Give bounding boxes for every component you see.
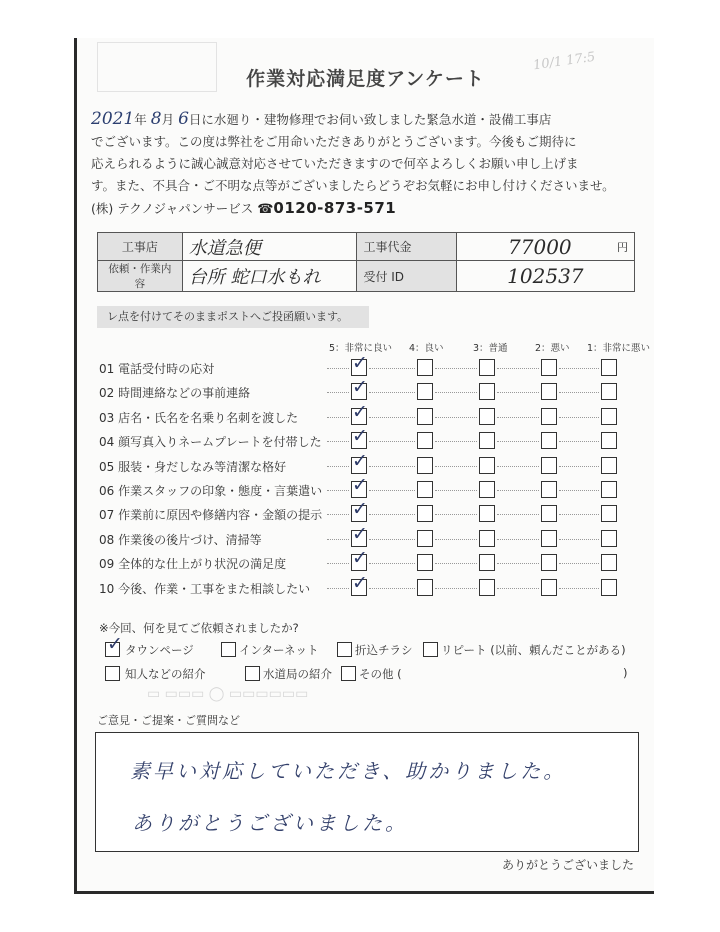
dotted-leader [369, 466, 415, 467]
price-unit: 円 [617, 240, 628, 254]
rating-checkbox-1[interactable] [601, 432, 617, 449]
rating-checkbox-4[interactable] [417, 432, 433, 449]
dotted-leader [435, 514, 477, 515]
dotted-leader [327, 368, 349, 369]
question-label: 07 作業前に原因や修繕内容・金額の提示 [99, 508, 323, 523]
referral-water-bureau-label: 水道局の紹介 [263, 667, 332, 681]
dotted-leader [435, 466, 477, 467]
dotted-leader [497, 441, 539, 442]
rating-checkbox-2[interactable] [541, 432, 557, 449]
rating-checkbox-3[interactable] [479, 408, 495, 425]
rating-checkbox-5[interactable] [351, 425, 368, 449]
dotted-leader [327, 514, 349, 515]
month-unit: 月 [161, 112, 175, 127]
dotted-leader [497, 563, 539, 564]
rating-checkbox-5[interactable] [351, 400, 368, 425]
question-label: 08 作業後の後片づけ、清掃等 [99, 532, 262, 547]
survey-sheet [74, 38, 654, 894]
comment-label: ご意見・ご提案・ご質問など [97, 714, 240, 727]
comment-line-2: ありがとうございました。 [132, 811, 408, 835]
dotted-leader [369, 563, 415, 564]
referral-other-checkbox[interactable] [341, 666, 356, 681]
dotted-leader [327, 441, 349, 442]
rating-checkbox-3[interactable] [479, 579, 495, 596]
rating-checkbox-2[interactable] [541, 457, 557, 474]
dotted-leader [435, 588, 477, 589]
rating-checkbox-4[interactable] [417, 481, 433, 498]
rating-checkbox-5[interactable] [351, 498, 368, 522]
question-label: 04 顔写真入りネームプレートを付帯した [99, 435, 322, 450]
dotted-leader [327, 588, 349, 589]
rating-checkbox-4[interactable] [417, 457, 433, 474]
referral-town-page-checkbox[interactable] [105, 633, 123, 657]
intro-line-2: でございます。この度は弊社をご用命いただきありがとうございます。今後もご期待に [91, 134, 577, 149]
rating-checkbox-4[interactable] [417, 554, 433, 571]
rating-checkbox-2[interactable] [541, 579, 557, 596]
check-mark-icon: ✓ [107, 633, 123, 655]
rating-checkbox-2[interactable] [541, 530, 557, 547]
dotted-leader [369, 368, 415, 369]
dotted-leader [559, 490, 599, 491]
dotted-leader [369, 588, 415, 589]
question-label: 06 作業スタッフの印象・態度・言葉遣い [99, 484, 323, 498]
dotted-leader [497, 392, 539, 393]
referral-town-page-label: タウンページ [125, 643, 194, 657]
check-mark-icon: ✓ [352, 498, 368, 521]
phone-icon: ☎ [257, 202, 274, 217]
info-table [97, 232, 635, 292]
dotted-leader [435, 441, 477, 442]
rating-checkbox-1[interactable] [601, 481, 617, 498]
dotted-leader [559, 539, 599, 540]
scale-label-1: 1：非常に悪い [587, 343, 651, 354]
rating-checkbox-4[interactable] [417, 530, 433, 547]
company-line [91, 197, 651, 221]
rating-checkbox-4[interactable] [417, 505, 433, 522]
referral-other-close: ) [623, 666, 628, 680]
dotted-leader [559, 466, 599, 467]
rating-checkbox-5[interactable] [351, 571, 368, 596]
question-label: 05 服装・身だしなみ等清潔な格好 [99, 459, 287, 474]
referral-friend-checkbox[interactable] [105, 666, 120, 681]
rating-checkbox-5[interactable] [351, 376, 368, 400]
intro-line-3: 応えられるように誠心誠意対応させていただきますので何卒よろしくお願い申し上げま [91, 156, 579, 171]
dotted-leader [559, 392, 599, 393]
rating-checkbox-2[interactable] [541, 505, 557, 522]
rating-checkbox-1[interactable] [601, 408, 617, 425]
work-value: 台所 蛇口水もれ [182, 261, 357, 292]
dotted-leader [435, 563, 477, 564]
referral-internet-checkbox[interactable] [221, 642, 236, 657]
rating-checkbox-2[interactable] [541, 383, 557, 400]
rating-checkbox-1[interactable] [601, 383, 617, 400]
dotted-leader [435, 490, 477, 491]
dotted-leader [559, 563, 599, 564]
rating-checkbox-5[interactable] [351, 449, 368, 474]
dotted-leader [369, 392, 415, 393]
stamp-date: 10/1 17:5 [532, 49, 597, 74]
bleed-through-text: ▭ ▭▭▭ ◯ ▭▭▭▭▭▭ [147, 686, 309, 702]
dotted-leader [327, 392, 349, 393]
rating-checkbox-3[interactable] [479, 359, 495, 376]
dotted-leader [327, 490, 349, 491]
check-mark-icon: ✓ [352, 449, 368, 472]
question-label: 02 時間連絡などの事前連絡 [99, 386, 251, 401]
rating-checkbox-2[interactable] [541, 359, 557, 376]
question-label: 03 店名・氏名を名乗り名刺を渡した [99, 410, 299, 425]
dotted-leader [435, 417, 477, 418]
survey-title: 作業対応満足度アンケート [246, 68, 485, 90]
referral-repeat-label: リピート (以前、頼んだことがある) [441, 643, 626, 657]
scale-label-2: 2：悪い [535, 343, 570, 354]
rating-checkbox-5[interactable] [351, 522, 368, 547]
dotted-leader [497, 368, 539, 369]
referral-repeat-checkbox[interactable] [423, 642, 438, 657]
handwritten-year: 2021 [91, 109, 135, 129]
rating-checkbox-5[interactable] [351, 474, 368, 498]
dotted-leader [497, 466, 539, 467]
rating-checkbox-3[interactable] [479, 383, 495, 400]
intro-text [91, 108, 651, 221]
dotted-leader [327, 539, 349, 540]
year-unit: 年 [134, 112, 147, 127]
rating-checkbox-5[interactable] [351, 352, 368, 376]
receipt-label: 受付 ID [357, 261, 456, 292]
dotted-leader [327, 417, 349, 418]
rating-checkbox-4[interactable] [417, 579, 433, 596]
intro-line-1-rest: 日に水廻り・建物修理でお伺い致しました緊急水道・設備工事店 [188, 112, 552, 127]
dotted-leader [369, 490, 415, 491]
rating-checkbox-3[interactable] [479, 457, 495, 474]
rating-checkbox-1[interactable] [601, 530, 617, 547]
rating-checkbox-1[interactable] [601, 554, 617, 571]
rating-checkbox-3[interactable] [479, 505, 495, 522]
referral-flyer-label: 折込チラシ [355, 643, 413, 657]
phone-number: 0120-873-571 [273, 199, 397, 217]
rating-checkbox-3[interactable] [479, 432, 495, 449]
price-label: 工事代金 [357, 233, 456, 261]
check-mark-icon: ✓ [352, 474, 368, 496]
rating-checkbox-1[interactable] [601, 457, 617, 474]
check-mark-icon: ✓ [352, 547, 368, 570]
check-mark-icon: ✓ [352, 571, 368, 594]
dotted-leader [559, 441, 599, 442]
question-row [77, 571, 657, 600]
rating-checkbox-1[interactable] [601, 505, 617, 522]
dotted-leader [559, 514, 599, 515]
dotted-leader [497, 539, 539, 540]
rating-checkbox-1[interactable] [601, 579, 617, 596]
referral-flyer-checkbox[interactable] [337, 642, 352, 657]
shop-value: 水道急便 [182, 233, 357, 261]
rating-checkbox-5[interactable] [351, 547, 368, 571]
rating-checkbox-4[interactable] [417, 359, 433, 376]
referral-internet-label: インターネット [239, 643, 319, 657]
instruction-banner: レ点を付けてそのままポストへご投函願います。 [97, 306, 369, 328]
intro-line-4: す。また、不具合・ご不明な点等がございましたらどうぞお気軽にお申し付けくださいませ。 [91, 178, 615, 193]
rating-checkbox-2[interactable] [541, 408, 557, 425]
dotted-leader [369, 514, 415, 515]
scale-label-3: 3：普通 [473, 343, 508, 354]
check-mark-icon: ✓ [352, 376, 368, 399]
rating-checkbox-4[interactable] [417, 408, 433, 425]
check-mark-icon: ✓ [352, 522, 368, 545]
intro-line-1 [91, 108, 651, 131]
rating-checkbox-2[interactable] [541, 481, 557, 498]
price-value: 77000 [508, 234, 572, 259]
referral-water-bureau-checkbox[interactable] [245, 666, 260, 681]
rating-checkbox-3[interactable] [479, 530, 495, 547]
shop-label: 工事店 [98, 233, 183, 261]
rating-checkbox-4[interactable] [417, 383, 433, 400]
handwritten-day: 6 [178, 109, 189, 129]
dotted-leader [497, 417, 539, 418]
info-row-2 [98, 261, 635, 292]
question-label: 09 全体的な仕上がり状況の満足度 [99, 557, 287, 572]
dotted-leader [369, 417, 415, 418]
dotted-leader [327, 466, 349, 467]
dotted-leader [497, 588, 539, 589]
work-label: 依頼・作業内容 [98, 261, 183, 292]
dotted-leader [497, 514, 539, 515]
dotted-leader [559, 368, 599, 369]
referral-other-label: その他 ( [359, 667, 402, 681]
comment-box[interactable] [95, 732, 639, 852]
dotted-leader [369, 539, 415, 540]
info-row-1 [98, 233, 635, 261]
dotted-leader [435, 539, 477, 540]
scale-label-5: 5：非常に良い [329, 343, 393, 354]
referral-friend-label: 知人などの紹介 [125, 667, 206, 681]
dotted-leader [497, 490, 539, 491]
check-mark-icon: ✓ [352, 352, 368, 374]
rating-checkbox-2[interactable] [541, 554, 557, 571]
dotted-leader [369, 441, 415, 442]
comment-line-1: 素早い対応していただき、助かりました。 [130, 759, 567, 783]
dotted-leader [559, 417, 599, 418]
dotted-leader [559, 588, 599, 589]
referral-question: ※今回、何を見てご依頼されましたか? [99, 621, 299, 635]
receipt-value: 102537 [456, 261, 634, 292]
check-mark-icon: ✓ [352, 425, 368, 448]
dotted-leader [435, 368, 477, 369]
rating-checkbox-1[interactable] [601, 359, 617, 376]
rating-checkbox-3[interactable] [479, 481, 495, 498]
dotted-leader [435, 392, 477, 393]
scale-label-4: 4：良い [409, 343, 444, 354]
check-mark-icon: ✓ [352, 400, 368, 423]
rating-checkbox-3[interactable] [479, 554, 495, 571]
price-cell [456, 233, 634, 261]
footer-thanks: ありがとうございました [501, 858, 634, 872]
company-name: (株) テクノジャパンサービス [91, 201, 254, 216]
question-label: 10 今後、作業・工事をまた相談したい [99, 581, 311, 596]
question-label: 01 電話受付時の応対 [99, 362, 215, 376]
handwritten-month: 8 [150, 109, 162, 129]
dotted-leader [327, 563, 349, 564]
